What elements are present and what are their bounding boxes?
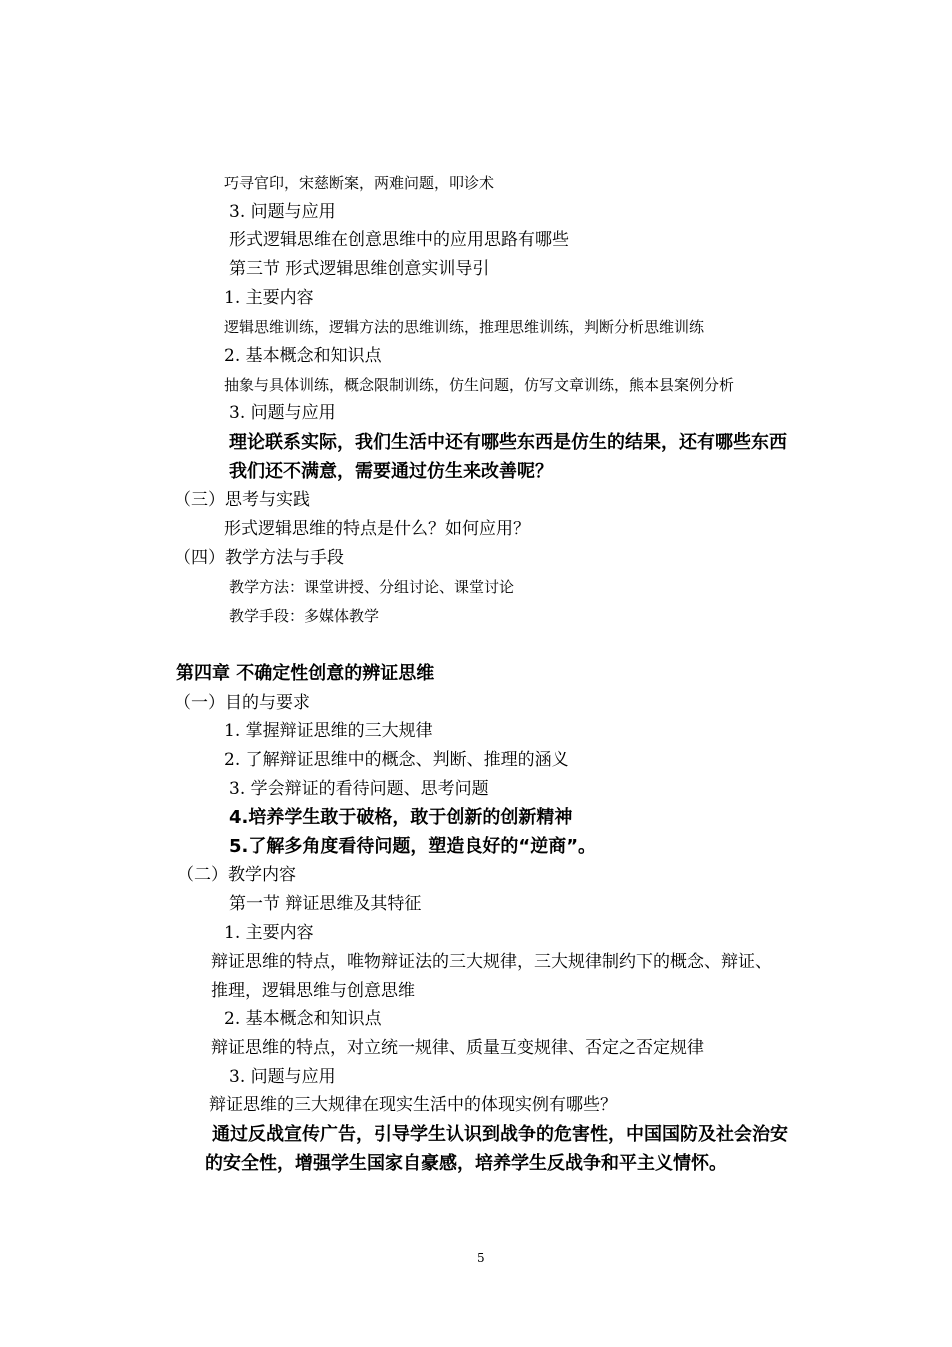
bold-text-line: 理论联系实际，我们生活中还有哪些东西是仿生的结果，还有哪些东西 [229,432,787,453]
list-item: 3. 学会辩证的看待问题、思考问题 [229,779,489,799]
text-line: 教学手段：多媒体教学 [229,607,380,625]
subheading: 2. 基本概念和知识点 [224,1009,382,1029]
list-item: 1. 掌握辩证思维的三大规律 [224,721,433,741]
bold-text-line: 我们还不满意，需要通过仿生来改善呢？ [229,461,553,482]
list-heading: （四）教学方法与手段 [174,548,344,568]
list-heading: （一）目的与要求 [174,693,310,713]
text-line: 巧寻官印，宋慈断案，两难问题，叩诊术 [224,174,495,192]
text-line: 辩证思维的三大规律在现实生活中的体现实例有哪些？ [209,1095,617,1115]
chapter-title: 第四章 不确定性创意的辨证思维 [176,663,435,684]
bold-list-item: 4.培养学生敢于破格，敢于创新的创新精神 [229,807,573,828]
text-line: 推理，逻辑思维与创意思维 [211,981,415,1001]
list-heading: （三）思考与实践 [174,490,310,510]
text-line: 逻辑思维训练，逻辑方法的思维训练，推理思维训练，判断分析思维训练 [224,318,705,336]
subheading: 1. 主要内容 [224,923,314,943]
subheading: 1. 主要内容 [224,288,314,308]
list-heading: （二）教学内容 [177,865,296,885]
section-heading: 第三节 形式逻辑思维创意实训导引 [229,259,490,279]
text-line: 形式逻辑思维的特点是什么？如何应用？ [224,519,530,539]
text-line: 辩证思维的特点，对立统一规律、质量互变规律、否定之否定规律 [211,1038,704,1058]
bold-text-line: 通过反战宣传广告，引导学生认识到战争的危害性，中国国防及社会治安 [212,1124,788,1145]
subheading: 3. 问题与应用 [229,202,336,222]
text-line: 辩证思维的特点，唯物辩证法的三大规律，三大规律制约下的概念、辩证、 [211,952,772,972]
section-heading: 第一节 辩证思维及其特征 [229,894,422,914]
bold-text-line: 的安全性，增强学生国家自豪感，培养学生反战争和平主义情怀。 [205,1153,727,1174]
subheading: 3. 问题与应用 [229,403,336,423]
bold-list-item: 5.了解多角度看待问题，塑造良好的“逆商”。 [229,836,597,857]
text-line: 形式逻辑思维在创意思维中的应用思路有哪些 [229,230,569,250]
list-item: 2. 了解辩证思维中的概念、判断、推理的涵义 [224,750,569,770]
text-line: 抽象与具体训练，概念限制训练，仿生问题，仿写文章训练，熊本县案例分析 [224,376,735,394]
subheading: 3. 问题与应用 [229,1067,336,1087]
subheading: 2. 基本概念和知识点 [224,346,382,366]
page-number: 5 [477,1251,485,1265]
text-line: 教学方法：课堂讲授、分组讨论、课堂讨论 [229,578,515,596]
